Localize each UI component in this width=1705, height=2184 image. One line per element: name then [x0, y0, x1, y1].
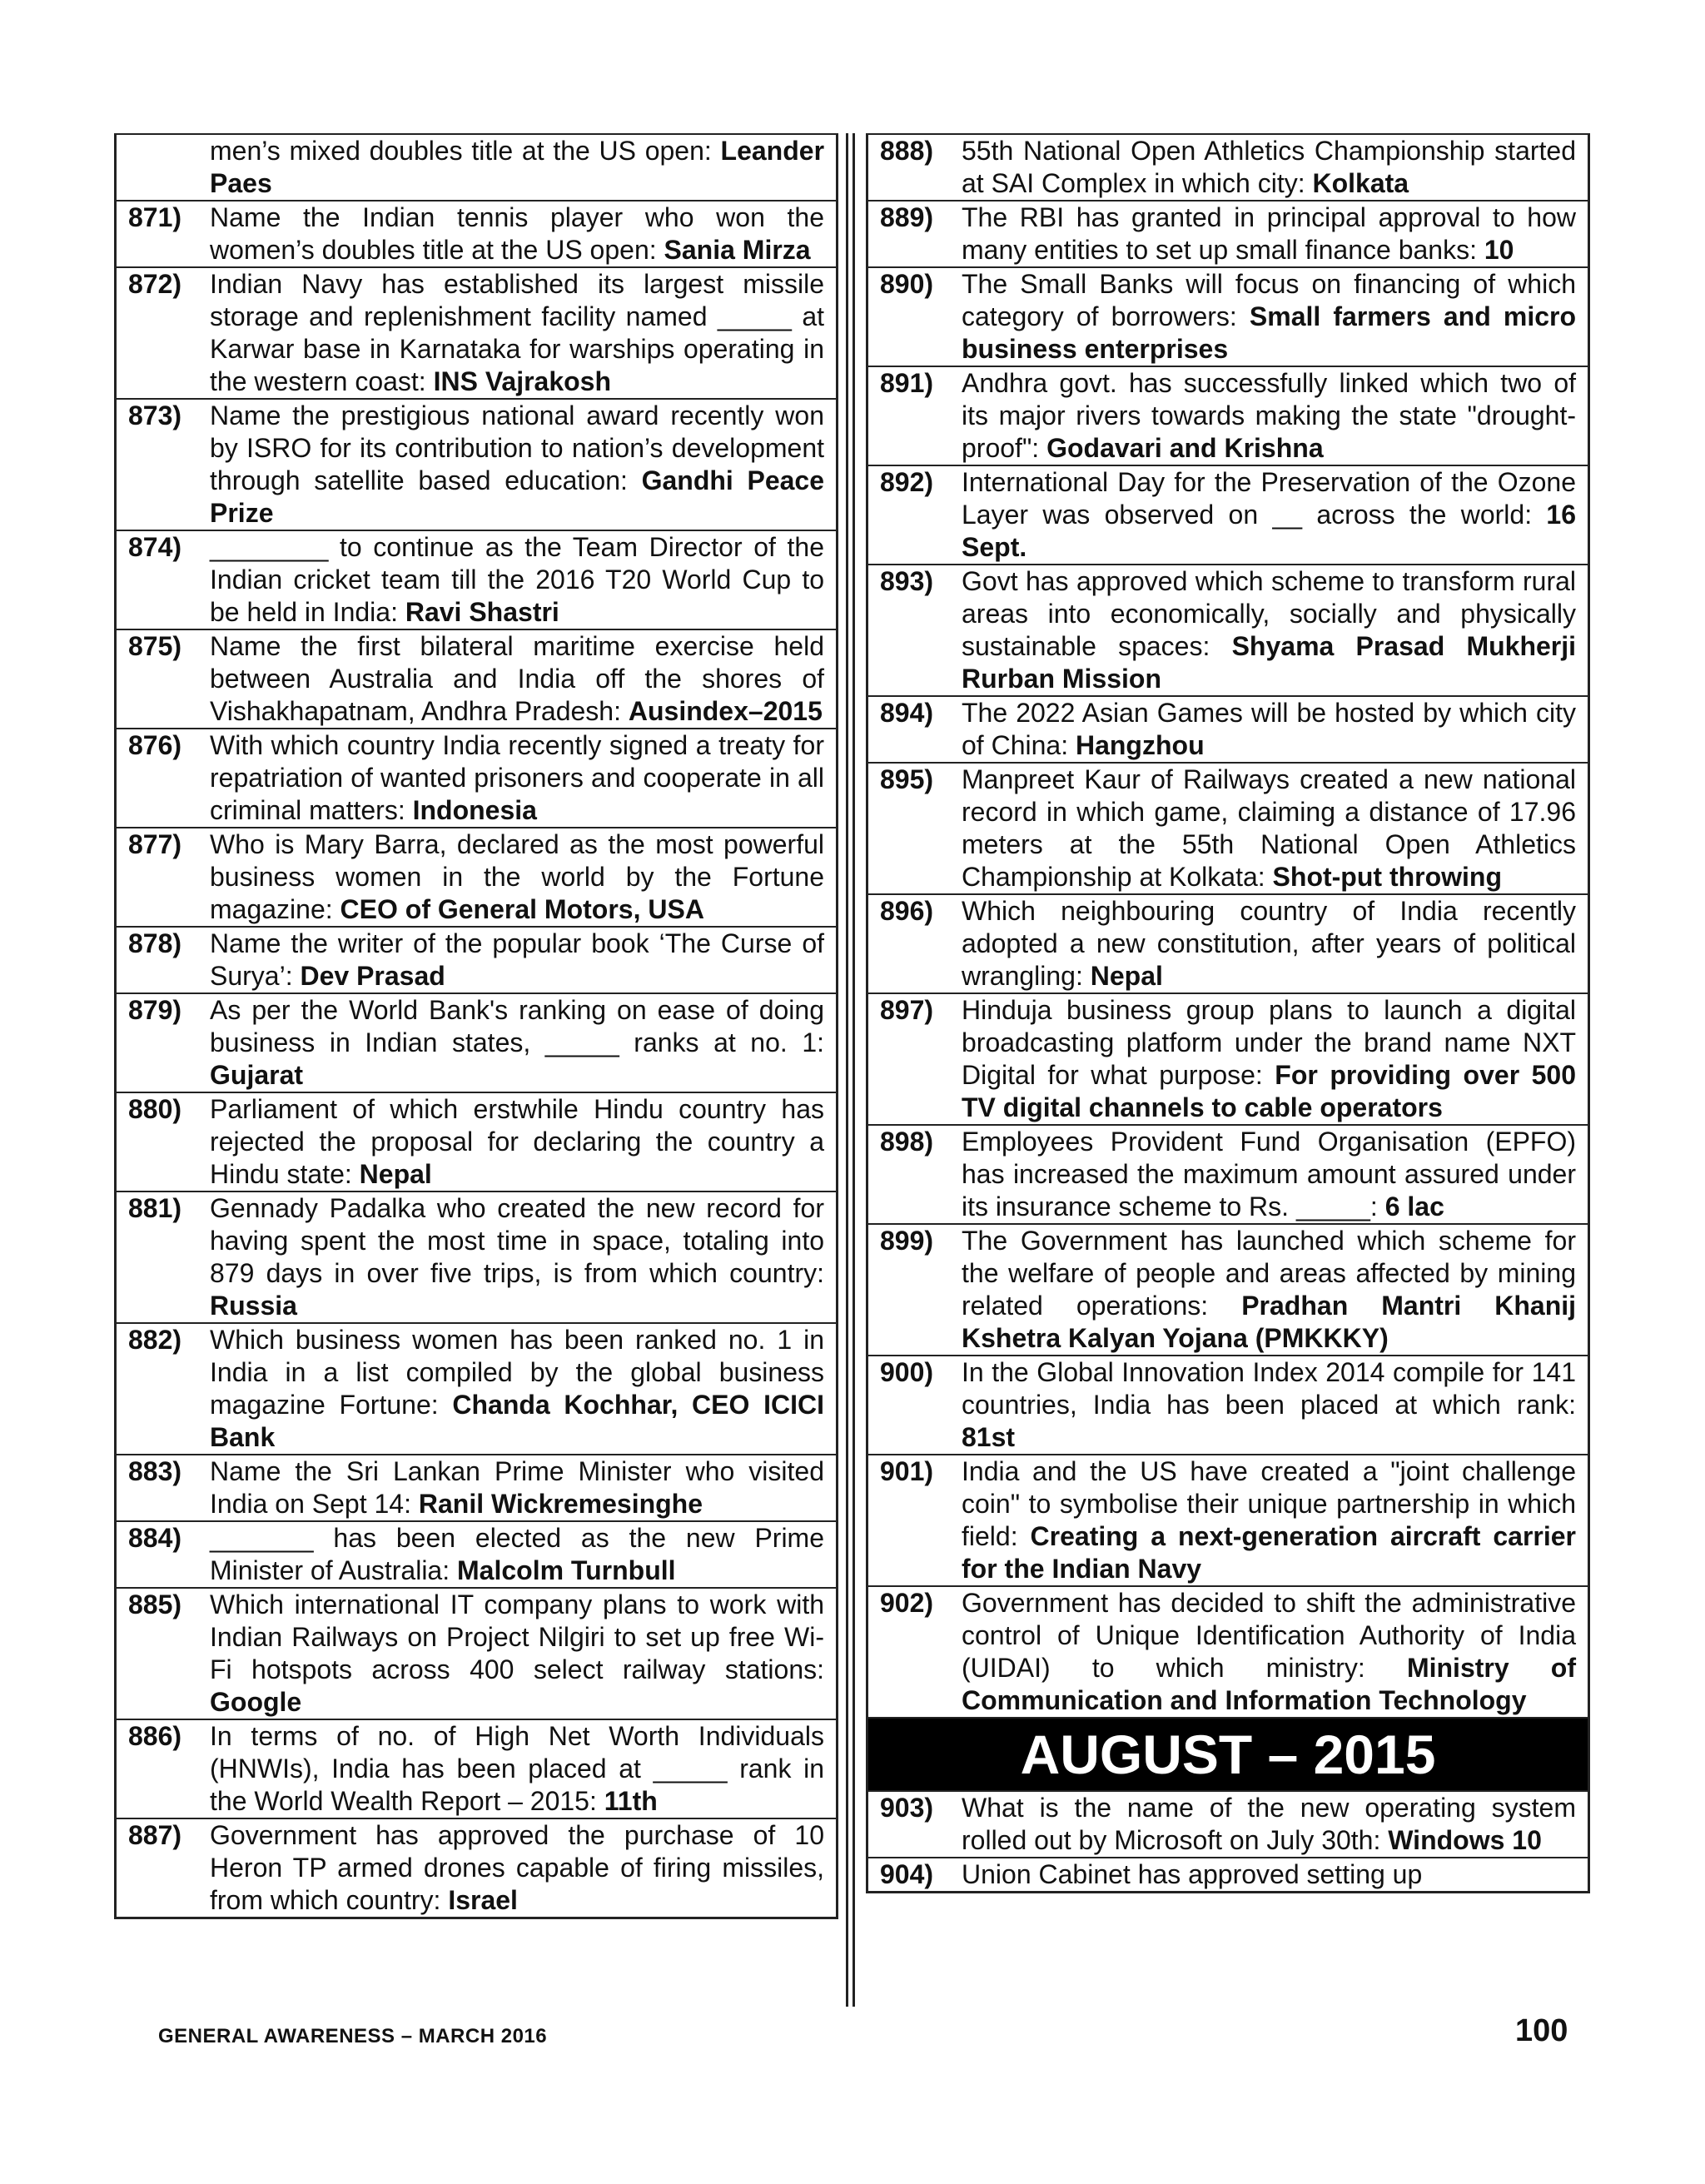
question-text: International Day for the Preservation of the Ozone Layer was observed on __ across the world: [962, 467, 1576, 530]
question-number: 888) [880, 136, 934, 166]
question-row [117, 200, 836, 266]
answer-text: Google [210, 1687, 302, 1717]
answer-text: Shyama Prasad Mukherji Rurban Mission [962, 631, 1577, 694]
question-number: 893) [880, 566, 934, 596]
question-row [117, 629, 836, 728]
answer-text: For providing over 500 TV digital channels to cable operators [962, 1060, 1577, 1122]
question-text: The Government has launched which scheme for the welfare of people and areas affected by mining related operations: [962, 1226, 1576, 1321]
question-number: 875) [128, 631, 182, 661]
question-text-block [962, 1225, 1588, 1355]
question-text-block [210, 1522, 836, 1587]
question-text-block [962, 697, 1588, 762]
question-text-block [210, 1455, 836, 1520]
question-row [117, 1191, 836, 1322]
answer-text: Gandhi Peace Prize [210, 465, 824, 528]
answer-text: Gujarat [210, 1060, 304, 1090]
question-number: 895) [880, 764, 934, 794]
question-text: Which neighbouring country of India recently adopted a new constitution, after years of political wrangling: [962, 896, 1576, 991]
question-text: Which international IT company plans to work with Indian Railways on Project Nilgiri to set up free Wi-Fi hotspots across 400 select railway stations: [210, 1589, 824, 1684]
answer-text: Creating a next-generation aircraft carrier for the Indian Navy [962, 1521, 1577, 1584]
question-text: Government has decided to shift the administrative control of Unique Identification Authority of India (UIDAI) to which ministry: [962, 1588, 1576, 1683]
question-text-block [210, 1093, 836, 1191]
answer-text: 6 lac [1384, 1191, 1444, 1221]
answer-text: Ausindex–2015 [628, 696, 823, 726]
question-text-block [210, 201, 836, 266]
question-text-block [210, 531, 836, 629]
question-text-block [210, 828, 836, 926]
question-number: 884) [128, 1523, 182, 1553]
answer-text: Leander Paes [210, 136, 825, 198]
question-row [868, 266, 1588, 366]
question-text: Gennady Padalka who created the new record for having spent the most time in space, totaling into 879 days in over five trips, is from which country: [210, 1193, 824, 1288]
question-row [868, 993, 1588, 1124]
question-row [117, 1587, 836, 1719]
answer-text: 11th [604, 1786, 658, 1816]
question-text-block [210, 1720, 836, 1818]
question-text-block [962, 994, 1588, 1124]
question-row [868, 133, 1588, 200]
question-text: Name the prestigious national award recently won by ISRO for its contribution to nation’s development through satellite based education: [210, 400, 824, 495]
answer-text: Indonesia [412, 795, 537, 825]
question-row [868, 762, 1588, 893]
question-number: 890) [880, 269, 934, 299]
question-text: Name the first bilateral maritime exercise held between Australia and India off the shores of Vishakhapatnam, Andhra Pradesh: [210, 631, 824, 726]
question-text: In the Global Innovation Index 2014 compile for 141 countries, India has been placed at which rank: [962, 1357, 1576, 1420]
question-text: 55th National Open Athletics Championship started at SAI Complex in which city: [962, 136, 1576, 198]
question-row [117, 827, 836, 926]
question-row [117, 398, 836, 530]
question-text: Employees Provident Fund Organisation (EPFO) has increased the maximum amount assured under its insurance scheme to Rs. _____: [962, 1127, 1576, 1221]
question-text-block [210, 1819, 836, 1917]
question-text: Indian Navy has established its largest missile storage and replenishment facility named _____ at Karwar base in Karnataka for warships operating in the western coast: [210, 269, 824, 396]
question-text: What is the name of the new operating system rolled out by Microsoft on July 30th: [962, 1793, 1576, 1855]
question-row [117, 1719, 836, 1818]
question-text: Which business women has been ranked no. 1 in India in a list compiled by the global business magazine Fortune: [210, 1325, 824, 1420]
answer-text: Small farmers and micro business enterprises [962, 301, 1577, 364]
question-number: 877) [128, 829, 182, 859]
question-number: 902) [880, 1588, 934, 1618]
answer-text: Russia [210, 1291, 297, 1321]
question-text: Andhra govt. has successfully linked which two of its major rivers towards making the state "drought-proof": [962, 368, 1576, 463]
question-text-block [962, 1587, 1588, 1717]
question-number [117, 135, 210, 200]
question-text: India and the US have created a "joint challenge coin" to symbolise their unique partnership in which field: [962, 1456, 1576, 1551]
answer-text: 10 [1484, 235, 1514, 265]
question-text-block [210, 1192, 836, 1322]
question-number: 901) [880, 1456, 934, 1486]
question-number: 872) [128, 269, 182, 299]
question-number: 886) [128, 1721, 182, 1751]
question-text: The Small Banks will focus on financing of which category of borrowers: [962, 269, 1576, 331]
question-text-block [962, 1455, 1588, 1585]
left-question-column [114, 133, 838, 1919]
question-number: 885) [128, 1589, 182, 1619]
question-text: Manpreet Kaur of Railways created a new national record in which game, claiming a distance of 17.96 meters at the 55th National Open Athletics Championship at Kolkata: [962, 764, 1576, 892]
question-number: 891) [880, 368, 934, 398]
question-text-block [210, 135, 836, 200]
question-row [117, 926, 836, 993]
question-row [117, 1818, 836, 1917]
question-text-block [210, 630, 836, 728]
question-row [117, 728, 836, 827]
answer-text: Ranil Wickremesinghe [418, 1489, 703, 1519]
question-row [117, 1092, 836, 1191]
question-text-block [962, 1356, 1588, 1454]
question-number: 883) [128, 1456, 182, 1486]
question-text-block [962, 135, 1588, 200]
question-text: _______ has been elected as the new Prime Minister of Australia: [210, 1523, 824, 1585]
question-number: 874) [128, 532, 182, 562]
question-text-block [210, 400, 836, 530]
question-text: Union Cabinet has approved setting up [962, 1859, 1423, 1889]
question-number: 896) [880, 896, 934, 926]
question-text: As per the World Bank's ranking on ease of doing business in Indian states, _____ ranks at no. 1: [210, 995, 824, 1057]
question-row [868, 200, 1588, 266]
question-number: 898) [880, 1127, 934, 1157]
answer-text: CEO of General Motors, USA [340, 894, 704, 924]
question-number: 903) [880, 1793, 934, 1823]
question-row [868, 1585, 1588, 1717]
answer-text: 16 Sept. [962, 500, 1577, 562]
question-row [868, 366, 1588, 465]
question-number: 881) [128, 1193, 182, 1223]
answer-text: Godavari and Krishna [1046, 433, 1324, 463]
answer-text: Ministry of Communication and Information Technology [962, 1653, 1577, 1715]
answer-text: Sania Mirza [664, 235, 811, 265]
question-text: Government has approved the purchase of 10 Heron TP armed drones capable of firing missiles, from which country: [210, 1820, 824, 1915]
question-text: Parliament of which erstwhile Hindu country has rejected the proposal for declaring the country a Hindu state: [210, 1094, 824, 1189]
answer-text: INS Vajrakosh [433, 366, 612, 396]
answer-text: Chanda Kochhar, CEO ICICI Bank [210, 1390, 825, 1452]
question-row [868, 465, 1588, 564]
question-row [868, 1790, 1588, 1857]
question-text-block [962, 466, 1588, 564]
question-text: ________ to continue as the Team Director of the Indian cricket team till the 2016 T20 World Cup to be held in India: [210, 532, 824, 627]
question-text: Hinduja business group plans to launch a digital broadcasting platform under the brand name NXT Digital for what purpose: [962, 995, 1576, 1090]
question-text-block [962, 201, 1588, 266]
question-number: 900) [880, 1357, 934, 1387]
question-number: 880) [128, 1094, 182, 1124]
question-text: Govt has approved which scheme to transform rural areas into economically, socially and physically sustainable spaces: [962, 566, 1576, 661]
answer-text: Kolkata [1312, 168, 1409, 198]
question-number: 894) [880, 698, 934, 728]
question-row [117, 266, 836, 398]
question-row [868, 1223, 1588, 1355]
question-row [117, 133, 836, 200]
question-row [117, 1520, 836, 1587]
answer-text: Israel [448, 1885, 518, 1915]
question-number: 892) [880, 467, 934, 497]
question-text-block [962, 367, 1588, 465]
question-row [117, 1454, 836, 1520]
answer-text: Shot-put throwing [1272, 862, 1503, 892]
question-text-block [210, 1589, 836, 1719]
question-text: With which country India recently signed a treaty for repatriation of wanted prisoners and cooperate in all criminal matters: [210, 730, 824, 825]
section-banner: AUGUST – 2015 [868, 1717, 1588, 1790]
question-text: Name the Indian tennis player who won the women’s doubles title at the US open: [210, 202, 824, 265]
right-question-column [866, 133, 1590, 1893]
question-text: The RBI has granted in principal approval to how many entities to set up small finance banks: [962, 202, 1576, 265]
question-number: 899) [880, 1226, 934, 1256]
question-text-block [962, 764, 1588, 893]
question-row [117, 1322, 836, 1454]
answer-text: Pradhan Mantri Khanij Kshetra Kalyan Yojana (PMKKKY) [962, 1291, 1577, 1353]
question-text-block [210, 928, 836, 993]
answer-text: Malcolm Turnbull [457, 1555, 676, 1585]
question-text-block [962, 895, 1588, 993]
answer-text: Nepal [1090, 961, 1163, 991]
question-text-block [210, 994, 836, 1092]
question-text-block [962, 1858, 1588, 1891]
answer-text: Hangzhou [1075, 730, 1205, 760]
question-number: 879) [128, 995, 182, 1025]
footer-title: GENERAL AWARENESS – MARCH 2016 [158, 2025, 548, 2047]
question-number: 871) [128, 202, 182, 232]
question-row [868, 1454, 1588, 1585]
question-text-block [962, 1792, 1588, 1857]
answer-text: Nepal [359, 1159, 432, 1189]
answer-text: Dev Prasad [300, 961, 445, 991]
question-text-block [210, 268, 836, 398]
answer-text: 81st [962, 1422, 1016, 1452]
question-row [117, 993, 836, 1092]
question-number: 897) [880, 995, 934, 1025]
question-text-block [962, 1126, 1588, 1223]
question-text-block [210, 729, 836, 827]
answer-text: Ravi Shastri [405, 597, 559, 627]
question-number: 887) [128, 1820, 182, 1850]
question-text-block [962, 268, 1588, 366]
question-number: 882) [128, 1325, 182, 1355]
column-divider [846, 133, 855, 2007]
question-number: 904) [880, 1859, 934, 1889]
question-text: Name the writer of the popular book ‘The Curse of Surya’: [210, 928, 824, 991]
question-number: 889) [880, 202, 934, 232]
question-number: 873) [128, 400, 182, 430]
answer-text: Windows 10 [1388, 1825, 1542, 1855]
question-text: The 2022 Asian Games will be hosted by which city of China: [962, 698, 1576, 760]
question-text: men’s mixed doubles title at the US open: [210, 136, 712, 166]
question-text: In terms of no. of High Net Worth Individuals (HNWIs), India has been placed at _____ rank in the World Wealth Report – 2015: [210, 1721, 824, 1816]
question-row [868, 695, 1588, 762]
question-row [868, 564, 1588, 695]
question-text-block [962, 565, 1588, 695]
question-row [868, 1124, 1588, 1223]
question-row [868, 1355, 1588, 1454]
question-row [868, 893, 1588, 993]
question-row [868, 1857, 1588, 1891]
question-text: Name the Sri Lankan Prime Minister who visited India on Sept 14: [210, 1456, 824, 1519]
question-text-block [210, 1324, 836, 1454]
page-number: 100 [1515, 2013, 1568, 2048]
question-row [117, 530, 836, 629]
question-number: 878) [128, 928, 182, 958]
question-text: Who is Mary Barra, declared as the most powerful business women in the world by the Fortune magazine: [210, 829, 824, 924]
question-number: 876) [128, 730, 182, 760]
